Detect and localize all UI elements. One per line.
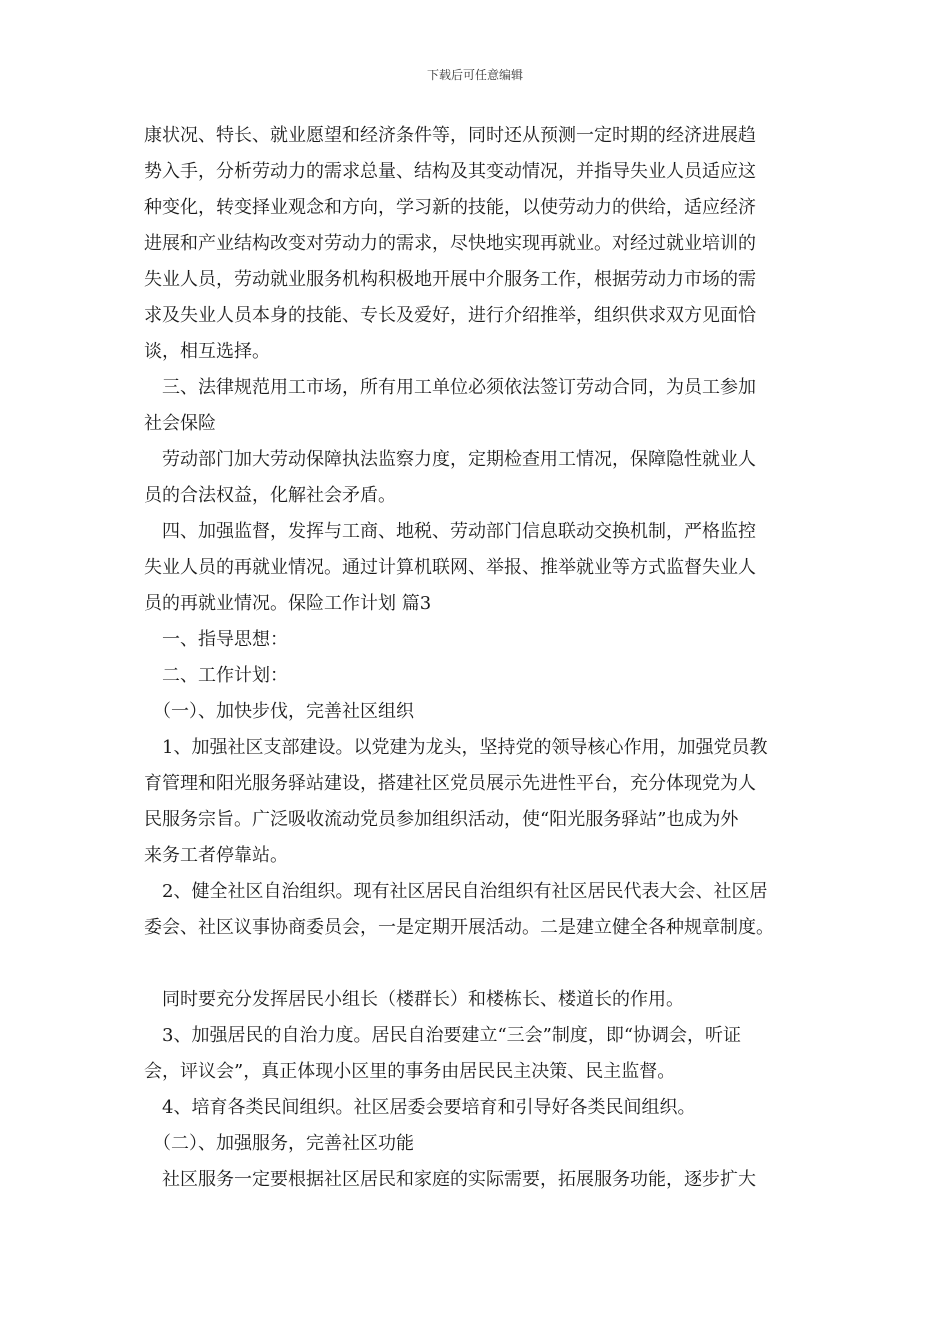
text-line: 4、培育各类民间组织。社区居委会要培育和引导好各类民间组织。: [144, 1097, 696, 1118]
text-line: 委会、社区议事协商委员会，一是定期开展活动。二是建立健全各种规章制度。: [144, 917, 774, 938]
text-line: 社区服务一定要根据社区居民和家庭的实际需要，拓展服务功能，逐步扩大: [144, 1169, 756, 1190]
text-line: 一、指导思想：: [144, 629, 288, 650]
text-line: 谈，相互选择。: [144, 341, 270, 362]
text-line: 3、加强居民的自治力度。居民自治要建立“三会”制度，即“协调会，听证: [144, 1025, 742, 1046]
text-line: （二）、加强服务，完善社区功能: [144, 1133, 414, 1154]
text-line: 势入手，分析劳动力的需求总量、结构及其变动情况，并指导失业人员适应这: [144, 161, 756, 182]
text-line: 1、加强社区支部建设。以党建为龙头，坚持党的领导核心作用，加强党员教: [144, 737, 768, 758]
text-line: 种变化，转变择业观念和方向，学习新的技能，以使劳动力的供给，适应经济: [144, 197, 756, 218]
text-line: 会，评议会”，真正体现小区里的事务由居民民主决策、民主监督。: [144, 1061, 676, 1082]
text-line: 三、法律规范用工市场，所有用工单位必须依法签订劳动合同，为员工参加: [144, 377, 756, 398]
text-line: 四、加强监督，发挥与工商、地税、劳动部门信息联动交换机制，严格监控: [144, 521, 756, 542]
text-line: 劳动部门加大劳动保障执法监察力度，定期检查用工情况，保障隐性就业人: [144, 449, 756, 470]
text-line: 进展和产业结构改变对劳动力的需求，尽快地实现再就业。对经过就业培训的: [144, 233, 756, 254]
text-line: 康状况、特长、就业愿望和经济条件等，同时还从预测一定时期的经济进展趋: [144, 125, 756, 146]
blank-line: [144, 946, 812, 982]
text-line: 员的再就业情况。保险工作计划 篇3: [144, 593, 432, 614]
text-line: 来务工者停靠站。: [144, 845, 288, 866]
text-line: 社会保险: [144, 413, 216, 434]
text-line: 失业人员，劳动就业服务机构积极地开展中介服务工作，根据劳动力市场的需: [144, 269, 756, 290]
text-line: 失业人员的再就业情况。通过计算机联网、举报、推举就业等方式监督失业人: [144, 557, 756, 578]
document-body: [144, 118, 812, 1198]
text-line: 同时要充分发挥居民小组长（楼群长）和楼栋长、楼道长的作用。: [144, 989, 684, 1010]
text-line: 求及失业人员本身的技能、专长及爱好，进行介绍推举，组织供求双方见面恰: [144, 305, 756, 326]
text-line: 民服务宗旨。广泛吸收流动党员参加组织活动，使“阳光服务驿站”也成为外: [144, 809, 739, 830]
text-line: 2、健全社区自治组织。现有社区居民自治组织有社区居民代表大会、社区居: [144, 881, 768, 902]
text-line: 二、工作计划：: [144, 665, 288, 686]
text-line: 员的合法权益，化解社会矛盾。: [144, 485, 396, 506]
text-line: （一）、加快步伐，完善社区组织: [144, 701, 414, 722]
text-line: 育管理和阳光服务驿站建设，搭建社区党员展示先进性平台，充分体现党为人: [144, 773, 756, 794]
page-header: 下载后可任意编辑: [426, 68, 523, 82]
